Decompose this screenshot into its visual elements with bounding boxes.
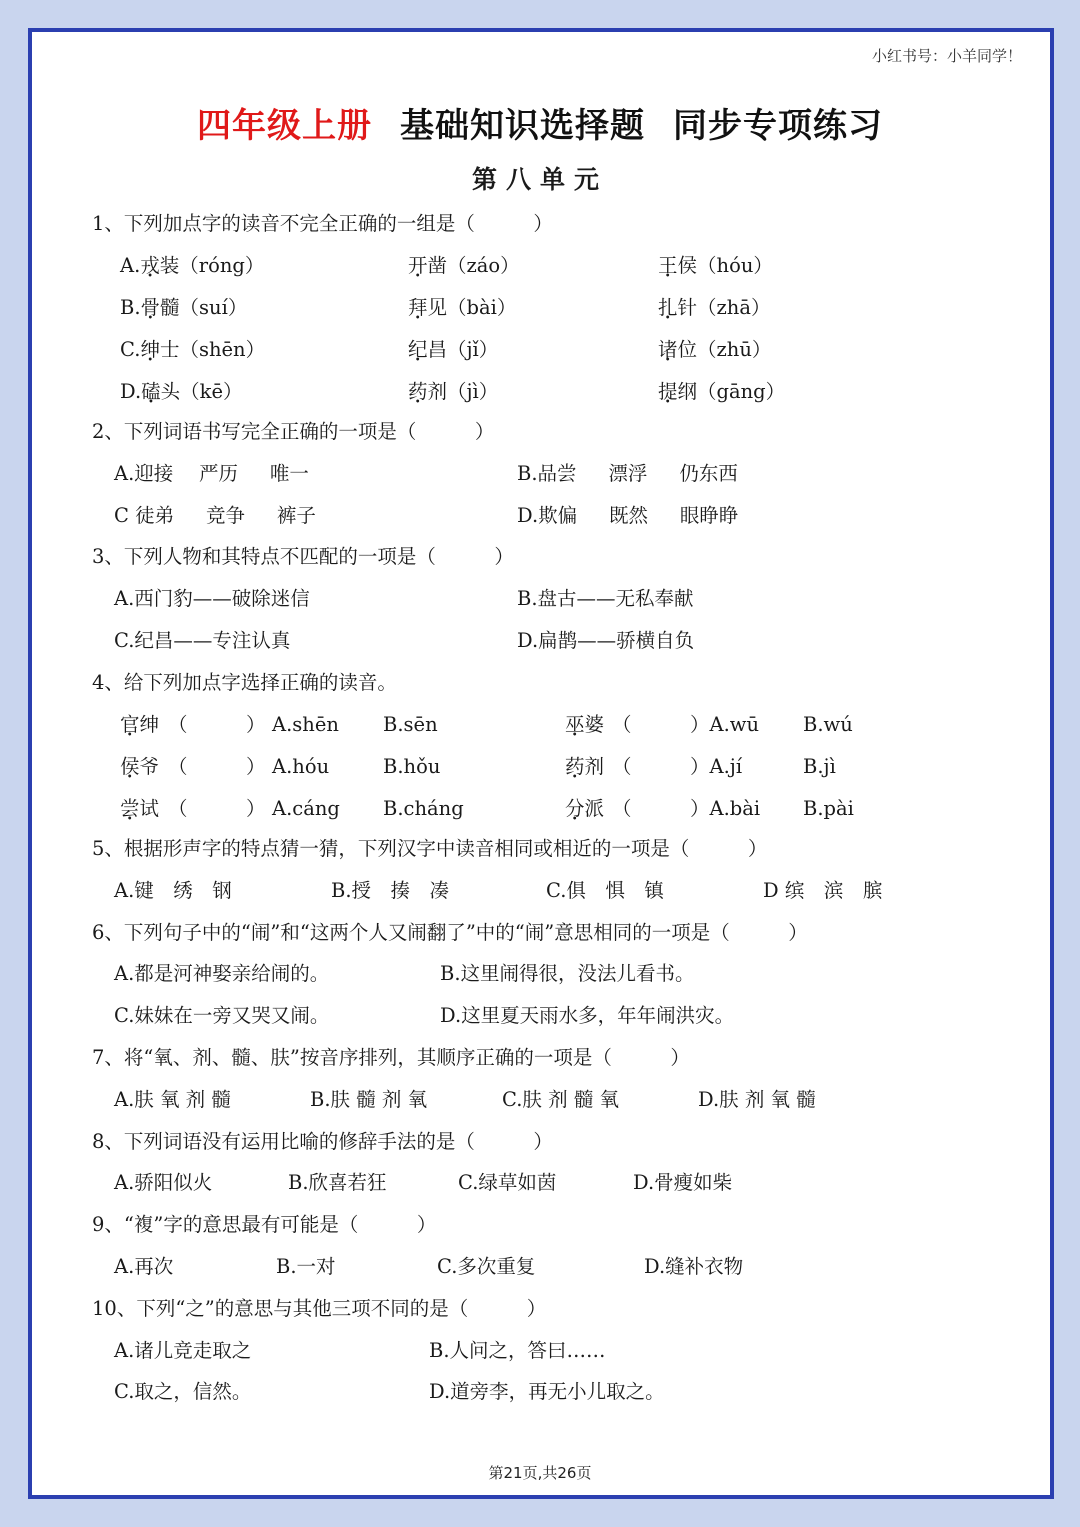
question-4-word: 分派 (565, 797, 605, 820)
watermark-text: 小红书号：小羊同学！ (871, 47, 1022, 65)
title-practice: 同步专项练习 (673, 106, 883, 146)
question-1-option-item: B.骨髓（suí） (120, 296, 248, 319)
dotted-character: 巫 (565, 713, 585, 736)
question-4-choice: （ ） (168, 713, 266, 736)
question-9-option-b: B.一对 (276, 1255, 336, 1278)
question-5-stem: 5、根据形声字的特点猜一猜，下列汉字中读音相同或相近的一项是（ ） (92, 837, 768, 860)
question-6-option-a: A.都是河神娶亲给闹的。 (114, 962, 330, 985)
question-7-option-b: B.肤 髓 剂 氧 (310, 1088, 428, 1111)
question-9-option-d: D.缝补衣物 (644, 1255, 744, 1278)
question-4-choice: A.hóu (272, 755, 330, 778)
question-4-choice: B.pài (803, 797, 854, 820)
question-4-choice: （ ）A.jí (612, 755, 743, 778)
question-2-option-b: B.品尝 漂浮 仍东西 (517, 462, 738, 485)
question-10-option-d: D.道旁李，再无小儿取之。 (429, 1380, 665, 1403)
question-7-option-d: D.肤 剂 氧 髓 (698, 1088, 816, 1111)
question-1-option-item: 药剂（jì） (408, 380, 499, 403)
question-5-option-b: B.授 揍 凑 (331, 879, 450, 902)
question-10-stem: 10、下列“之”的意思与其他三项不同的是（ ） (92, 1297, 547, 1320)
question-10-option-b: B.人问之，答曰…… (429, 1339, 606, 1362)
question-1-option-item: 诸位（zhū） (658, 338, 772, 361)
question-1-option-item: 开凿（záo） (408, 254, 520, 277)
question-4-choice: A.cáng (272, 797, 340, 820)
dotted-character: 戎 (140, 254, 160, 277)
dotted-character: 磕 (141, 380, 161, 403)
dotted-character: 拜 (408, 296, 428, 319)
question-8-option-a: A.骄阳似火 (114, 1171, 213, 1194)
question-4-word: 巫婆 (565, 713, 605, 736)
question-2-stem: 2、下列词语书写完全正确的一项是（ ） (92, 420, 495, 443)
question-8-option-d: D.骨瘦如柴 (633, 1171, 733, 1194)
question-1-option-item: C.绅士（shēn） (120, 338, 266, 361)
question-7-option-c: C.肤 剂 髓 氧 (502, 1088, 620, 1111)
question-5-option-c: C.俱 惧 镇 (546, 879, 664, 902)
question-7-option-a: A.肤 氧 剂 髓 (114, 1088, 231, 1111)
page-title (0, 98, 1080, 147)
question-8-option-b: B.欣喜若狂 (288, 1171, 387, 1194)
question-9-stem: 9、“複”字的意思最有可能是（ ） (92, 1213, 437, 1236)
question-1-option-item: 纪昌（jǐ） (408, 338, 499, 361)
question-6-option-b: B.这里闹得很，没法儿看书。 (440, 962, 695, 985)
question-1-option-item: 王侯（hóu） (658, 254, 773, 277)
question-4-choice: B.cháng (383, 797, 464, 820)
question-4-choice: （ ）A.bài (612, 797, 761, 820)
question-4-choice: B.wú (803, 713, 853, 736)
question-3-option-d: D.扁鹊——骄横自负 (517, 629, 695, 652)
question-3-option-c: C.纪昌——专注认真 (114, 629, 291, 652)
question-2-option-a: A.迎接 严历 唯一 (114, 462, 309, 485)
question-4-choice: A.shēn (272, 713, 339, 736)
question-6-stem: 6、下列句子中的“闹”和“这两个人又闹翻了”中的“闹”意思相同的一项是（ ） (92, 921, 808, 944)
dotted-character: 分 (565, 797, 585, 820)
question-1-option-item: 扎针（zhā） (658, 296, 771, 319)
question-1-option-item: 拜见（bài） (408, 296, 517, 319)
question-2-option-d: D.欺偏 既然 眼睁睁 (517, 504, 739, 527)
question-10-option-a: A.诸儿竞走取之 (114, 1339, 252, 1362)
dotted-character: 尝 (120, 797, 140, 820)
dotted-character: 诸 (658, 338, 678, 361)
title-grade: 四年级上册 (197, 106, 372, 146)
dotted-character: 绅 (140, 338, 160, 361)
question-2-option-c: C 徒弟 竞争 裤子 (114, 504, 316, 527)
question-1-option-item: A.戎装（róng） (120, 254, 265, 277)
question-5-option-d: D 缤 滨 膑 (763, 879, 883, 902)
question-8-option-c: C.绿草如茵 (458, 1171, 557, 1194)
question-4-stem: 4、给下列加点字选择正确的读音。 (92, 671, 397, 694)
question-1-stem: 1、下列加点字的读音不完全正确的一组是（ ） (92, 212, 553, 235)
question-10-option-c: C.取之，信然。 (114, 1380, 252, 1403)
dotted-character: 药 (408, 380, 428, 403)
question-4-choice: （ ） (168, 755, 266, 778)
page-number: 第21页,共26页 (488, 1464, 592, 1482)
dotted-character: 官 (120, 713, 140, 736)
question-5-option-a: A.键 绣 钢 (114, 879, 232, 902)
question-4-choice: （ ）A.wū (612, 713, 760, 736)
question-6-option-d: D.这里夏天雨水多，年年闹洪灾。 (440, 1004, 735, 1027)
dotted-character: 骨 (140, 296, 161, 319)
dotted-character: 药 (565, 755, 585, 778)
question-9-option-c: C.多次重复 (437, 1255, 536, 1278)
question-9-option-a: A.再次 (114, 1255, 174, 1278)
question-4-word: 尝试 (120, 797, 160, 820)
question-4-word: 官绅 (120, 713, 160, 736)
question-1-option-item: 提纲（gāng） (658, 380, 786, 403)
dotted-character: 侯 (120, 755, 140, 778)
question-3-option-b: B.盘古——无私奉献 (517, 587, 694, 610)
unit-heading: 第八单元 (471, 165, 608, 194)
title-topic: 基础知识选择题 (400, 106, 645, 146)
question-7-stem: 7、将“氧、剂、髓、肤”按音序排列，其顺序正确的一项是（ ） (92, 1046, 690, 1069)
question-4-choice: B.jì (803, 755, 836, 778)
question-4-choice: （ ） (168, 797, 266, 820)
question-4-choice: B.sēn (383, 713, 438, 736)
question-4-choice: B.hǒu (383, 755, 441, 778)
dotted-character: 提 (658, 380, 678, 403)
dotted-character: 扎 (658, 296, 678, 319)
question-4-word: 侯爷 (120, 755, 160, 778)
dotted-character: 纪 (408, 338, 428, 361)
question-6-option-c: C.妹妹在一旁又哭又闹。 (114, 1004, 330, 1027)
dotted-character: 开 (408, 254, 428, 277)
question-3-option-a: A.西门豹——破除迷信 (114, 587, 310, 610)
question-4-word: 药剂 (565, 755, 605, 778)
question-3-stem: 3、下列人物和其特点不匹配的一项是（ ） (92, 545, 514, 568)
dotted-character: 王 (658, 254, 678, 277)
question-8-stem: 8、下列词语没有运用比喻的修辞手法的是（ ） (92, 1130, 553, 1153)
question-1-option-item: D.磕头（kē） (120, 380, 243, 403)
